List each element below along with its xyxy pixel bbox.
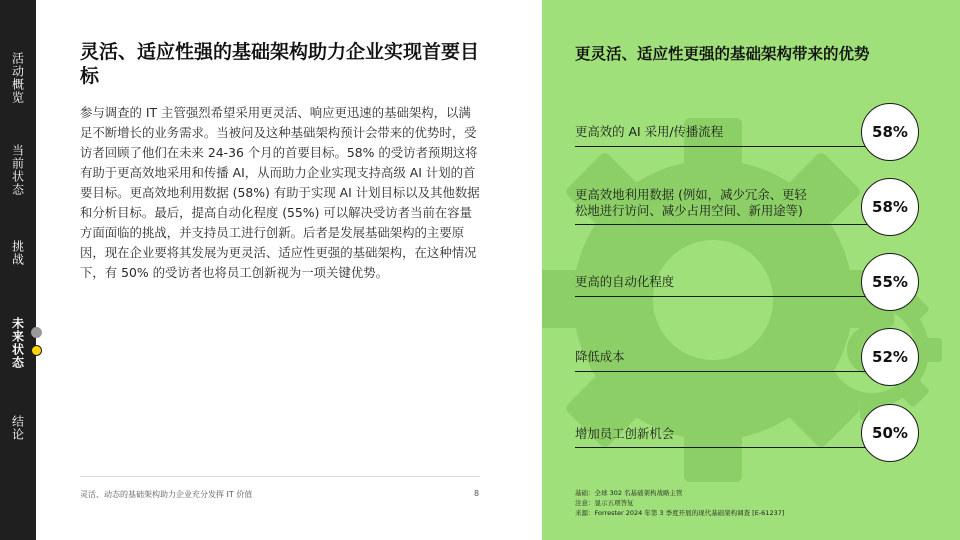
sidebar-item-challenges[interactable] <box>0 240 36 266</box>
percentage-badge: 58% <box>861 103 919 161</box>
sidebar-item-current-state[interactable] <box>0 144 36 196</box>
sidebar-item-overview[interactable] <box>0 52 36 104</box>
sidebar-item-label: 未来状态 <box>10 317 25 369</box>
row-divider <box>575 224 870 225</box>
list-item <box>575 253 960 313</box>
sidebar-nav <box>0 0 36 540</box>
percentage-badge: 58% <box>861 178 919 236</box>
row-divider <box>575 371 870 372</box>
sidebar-item-label: 活动概览 <box>10 52 25 104</box>
body-paragraph: 参与调查的 IT 主管强烈希望采用更灵活、响应更迅速的基础架构，以满足不断增长的业务需求。当被问及这种基础架构预计会带来的优势时，受访者回顾了他们在未来 24-36 个月的首要目标。58% 的受访者预期这将有助于更高效地采用和传播 AI，从而助力企业实现支持高级 AI 计划的首要目标。更高效地利用数据 (58%) 有助于实现 AI 计划目标以及其他数据和分析目标。最后，提高自动化程度 (55%) 可以解决受访者当前在容量方面面临的挑战，并支持员工进行创新。后者是发展基础架构的主要原因，现在企业要将其发展为更灵活、适应性更强的基础架构，在这种情况下，有 50% 的受访者也将员工创新视为一项关键优势。 <box>80 105 480 280</box>
benefit-label: 更高效的 AI 采用/传播流程 <box>575 124 724 139</box>
sidebar-item-future-state[interactable] <box>0 317 36 369</box>
percentage-badge: 52% <box>861 328 919 386</box>
note-base: 基础：全球 302 名基础架构战略主管 <box>575 489 683 497</box>
row-divider <box>575 146 870 147</box>
note-attention: 注意：显示五项答复 <box>575 499 634 507</box>
footer-title: 灵活、动态的基础架构助力企业充分发挥 IT 价值 <box>80 490 253 499</box>
benefit-label: 更高效地利用数据 (例如，减少冗余、更轻松地进行访问、减少占用空间、新用途等) <box>575 187 807 218</box>
percentage-badge: 50% <box>861 404 919 462</box>
nav-active-dot <box>31 345 42 356</box>
benefit-label: 降低成本 <box>575 349 625 364</box>
page-title: 灵活、适应性强的基础架构助力企业实现首要目标 <box>80 41 480 87</box>
sidebar-item-label: 挑战 <box>10 240 25 266</box>
benefit-label: 更高的自动化程度 <box>575 274 675 289</box>
row-divider <box>575 296 870 297</box>
panel-title: 更灵活、适应性更强的基础架构带来的优势 <box>575 45 870 63</box>
benefits-panel <box>542 0 960 540</box>
footer-divider <box>80 476 480 477</box>
nav-progress-dot <box>31 327 42 338</box>
note-source: 来源：Forrester 2024 年第 3 季度开展的现代基础架构调查 [E-61237] <box>575 509 785 517</box>
list-item <box>575 404 960 464</box>
list-item <box>575 103 960 163</box>
source-notes <box>575 488 784 518</box>
sidebar-item-label: 结论 <box>10 415 25 441</box>
list-item <box>575 178 960 238</box>
percentage-badge: 55% <box>861 253 919 311</box>
list-item <box>575 328 960 388</box>
row-divider <box>575 447 870 448</box>
sidebar-item-conclusion[interactable] <box>0 415 36 441</box>
page-number: 8 <box>474 489 480 498</box>
main-content <box>80 40 482 283</box>
benefit-label: 增加员工创新机会 <box>575 426 675 441</box>
sidebar-item-label: 当前状态 <box>10 144 25 196</box>
